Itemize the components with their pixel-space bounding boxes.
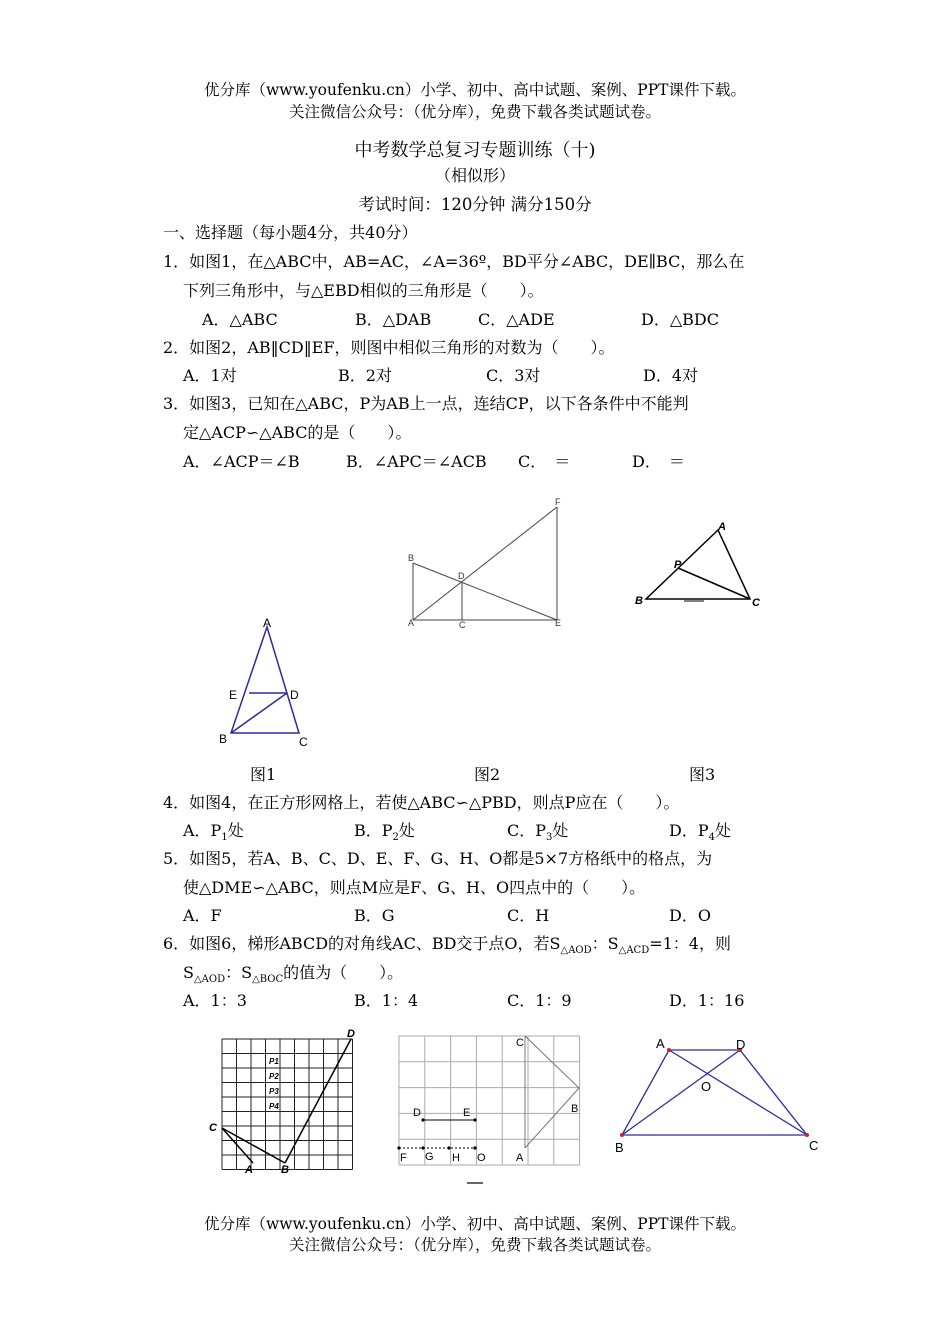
fig3-label-c: C bbox=[752, 597, 760, 609]
fig3-label-a: A bbox=[718, 521, 726, 533]
q6-stem-line2: $S_{\triangle AOD}$：$S_{\triangle BOC}$的值为（ ）。 bbox=[183, 963, 404, 986]
fig4-label-p3: P3 bbox=[269, 1087, 279, 1096]
fig1-label-e: E bbox=[229, 688, 238, 702]
fig6-label-d: D bbox=[736, 1037, 746, 1052]
q1-option-a: A．△ABC bbox=[202, 310, 278, 329]
fig2-label-a: A bbox=[408, 618, 415, 628]
footer-line-2: 关注微信公众号：（优分库），免费下载各类试题试卷。 bbox=[288, 1236, 661, 1254]
q1-option-c: C．△ADE bbox=[478, 310, 555, 329]
fig5-label-c: C bbox=[516, 1037, 524, 1049]
figure-6 bbox=[612, 1032, 827, 1157]
figure-2 bbox=[405, 495, 575, 635]
q6-option-d: D．1：16 bbox=[669, 991, 745, 1010]
q4-option-d: D．$P_4$处 bbox=[669, 821, 731, 844]
fig5-label-h: H bbox=[452, 1152, 460, 1164]
q2-option-b: B．2对 bbox=[338, 366, 392, 385]
footer-line-1: 优分库（www.youfenku.cn）小学、初中、高中试题、案例、PPT课件下载。 bbox=[203, 1215, 747, 1233]
q6-option-c: C．1：9 bbox=[507, 991, 572, 1010]
page-subtitle: （相似形） bbox=[434, 166, 515, 185]
fig1-label-a: A bbox=[263, 616, 272, 630]
fig1-label-b: B bbox=[219, 732, 228, 746]
page-title: 中考数学总复习专题训练（十) bbox=[354, 140, 596, 161]
caption-fig1: 图1 bbox=[250, 765, 277, 784]
fig6-label-c: C bbox=[809, 1138, 819, 1153]
fig5-label-f: F bbox=[400, 1152, 407, 1164]
q6-stem-line1: 6．如图6，梯形ABCD的对角线AC、BD交于点O，若$S_{\triangle AOD}$：$S_{\triangle ACD}=1$：4，则 bbox=[163, 934, 731, 957]
figure-3 bbox=[632, 518, 772, 613]
q1-option-d: D．△BDC bbox=[641, 310, 719, 329]
caption-fig3: 图3 bbox=[689, 765, 716, 784]
q2-stem: 2．如图2，AB‖CD‖EF，则图中相似三角形的对数为（ ）。 bbox=[163, 338, 615, 357]
figure-1 bbox=[215, 615, 320, 750]
caption-fig2: 图2 bbox=[474, 765, 501, 784]
fig2-label-b: B bbox=[408, 553, 415, 563]
fig5-label-b: B bbox=[571, 1103, 579, 1115]
q3-option-c: C． ＝ bbox=[518, 452, 571, 471]
fig1-label-d: D bbox=[290, 688, 299, 702]
header-line-1: 优分库（www.youfenku.cn）小学、初中、高中试题、案例、PPT课件下载。 bbox=[203, 81, 747, 99]
q6-option-b: B．1：4 bbox=[354, 991, 419, 1010]
fig2-label-d: D bbox=[458, 571, 465, 581]
q5-option-c: C．H bbox=[507, 906, 550, 925]
fig5-label-g: G bbox=[425, 1151, 434, 1163]
q4-option-b: B．$P_2$处 bbox=[354, 821, 415, 844]
fig4-label-p2: P2 bbox=[269, 1072, 279, 1081]
q5-option-a: A．F bbox=[183, 906, 222, 925]
q6-option-a: A．1：3 bbox=[183, 991, 247, 1010]
q2-option-c: C．3对 bbox=[486, 366, 541, 385]
fig4-label-p1: P1 bbox=[269, 1057, 279, 1066]
fig2-label-e: E bbox=[555, 618, 562, 628]
q5-option-d: D．O bbox=[669, 906, 711, 925]
q4-option-c: C．$P_3$处 bbox=[507, 821, 569, 844]
q5-stem-line2: 使△DME∽△ABC，则点M应是F、G、H、O四点中的（ ）。 bbox=[183, 878, 646, 897]
fig4-label-c: C bbox=[209, 1122, 217, 1134]
q1-option-b: B．△DAB bbox=[355, 310, 432, 329]
q1-stem-line1: 1．如图1，在△ABC中，AB=AC，∠A=36º，BD平分∠ABC，DE∥BC，那么在 bbox=[163, 252, 745, 271]
fig4-label-a: A bbox=[245, 1164, 253, 1176]
q1-stem-line2: 下列三角形中，与△EBD相似的三角形是（ ）。 bbox=[183, 281, 544, 300]
q3-option-d: D． ＝ bbox=[632, 452, 685, 471]
q4-stem: 4．如图4，在正方形网格上，若使△ABC∽△PBD，则点P应在（ ）。 bbox=[163, 793, 680, 812]
q5-stem-line1: 5．如图5，若A、B、C、D、E、F、G、H、O都是5×7方格纸中的格点，为 bbox=[163, 849, 713, 868]
figure-5 bbox=[395, 1030, 595, 1195]
exam-info: 考试时间：120分钟 满分150分 bbox=[358, 195, 592, 214]
fig3-label-p: P bbox=[674, 559, 682, 571]
fig5-label-a: A bbox=[516, 1152, 524, 1164]
fig5-label-d: D bbox=[413, 1107, 421, 1119]
q3-option-a: A．∠ACP＝∠B bbox=[183, 452, 300, 471]
header-line-2: 关注微信公众号：（优分库），免费下载各类试题试卷。 bbox=[288, 103, 661, 121]
fig4-label-d: D bbox=[347, 1028, 355, 1040]
fig2-label-c: C bbox=[459, 620, 466, 630]
q3-stem-line2: 定△ACP∽△ABC的是（ ）。 bbox=[183, 423, 412, 442]
fig6-label-a: A bbox=[656, 1036, 665, 1051]
fig6-label-b: B bbox=[615, 1140, 624, 1155]
figure-4 bbox=[205, 1025, 365, 1175]
section-heading: 一、选择题（每小题4分，共40分） bbox=[163, 223, 418, 242]
fig4-label-b: B bbox=[281, 1164, 289, 1176]
fig5-label-e: E bbox=[463, 1107, 471, 1119]
fig4-label-p4: P4 bbox=[269, 1102, 279, 1111]
q3-stem-line1: 3．如图3，已知在△ABC，P为AB上一点，连结CP，以下各条件中不能判 bbox=[163, 394, 689, 413]
q3-option-b: B．∠APC＝∠ACB bbox=[346, 452, 487, 471]
q2-option-a: A．1对 bbox=[183, 366, 237, 385]
fig2-label-f: F bbox=[555, 497, 561, 507]
fig6-label-o: O bbox=[701, 1079, 712, 1094]
q5-option-b: B．G bbox=[354, 906, 395, 925]
fig3-label-b: B bbox=[635, 595, 643, 607]
q4-option-a: A．$P_1$处 bbox=[183, 821, 244, 844]
fig5-label-o: O bbox=[477, 1152, 486, 1164]
q2-option-d: D．4对 bbox=[643, 366, 699, 385]
fig1-label-c: C bbox=[299, 735, 308, 749]
